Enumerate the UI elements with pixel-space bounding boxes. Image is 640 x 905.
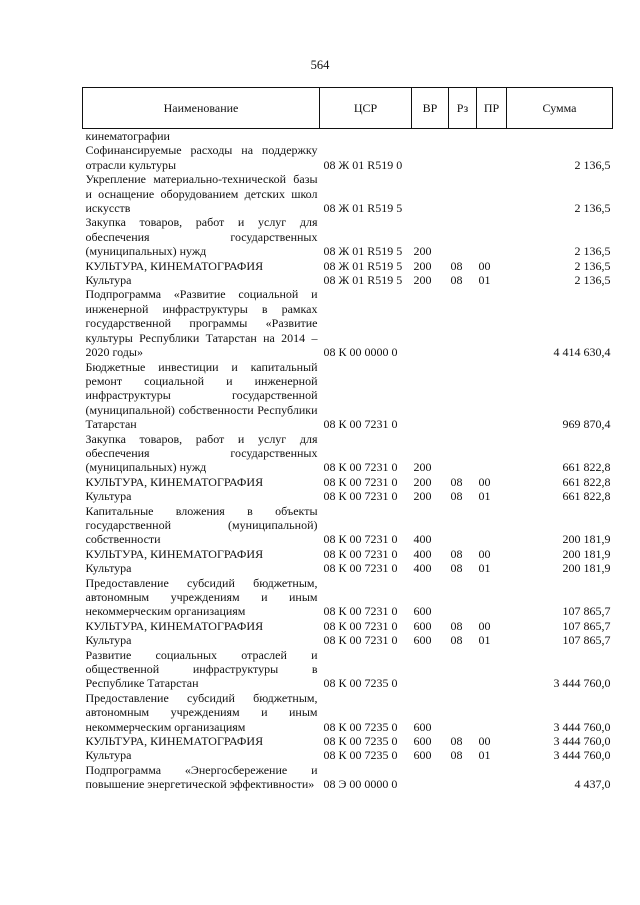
cell-vr: 200 [413,244,432,259]
cell-csr: 08 К 00 7231 0 [323,460,398,475]
budget-table [82,87,613,792]
cell-sum: 200 181,9 [562,532,611,547]
cell-pr: 00 [478,618,491,633]
cell-sum: 107 865,7 [562,604,611,619]
table-row [83,633,613,647]
cell-rz [449,763,477,792]
table-row [83,129,613,144]
cell-vr: 200 [413,474,432,489]
cell-vr [412,129,449,144]
cell-rz: 08 [450,734,463,749]
cell-rz [449,287,477,359]
cell-name: Закупка товаров, работ и услуг для обеспечения государственных (муниципальных) нужд [85,215,318,259]
cell-rz: 08 [450,474,463,489]
cell-rz [449,172,477,215]
cell-vr: 600 [413,604,432,619]
cell-name: Капитальные вложения в объекты государственной (муниципальной) собственности [85,503,318,547]
table-row [83,475,613,489]
cell-name: Культура [85,748,132,763]
table-row [83,576,613,619]
cell-name: Бюджетные инвестиции и капитальный ремонт социальной и инженерной инфраструктуры государственной (муниципальной) собственности Республики Татарстан [85,359,318,432]
table-row [83,734,613,748]
cell-csr: 08 Э 00 0000 0 [323,777,398,792]
table-row [83,547,613,561]
cell-vr: 200 [413,489,432,504]
cell-sum: 2 136,5 [574,201,611,216]
cell-name: Культура [85,273,132,288]
cell-sum: 661 822,8 [562,489,611,504]
cell-name: Культура [85,489,132,504]
cell-rz: 08 [450,546,463,561]
cell-name: КУЛЬТУРА, КИНЕМАТОГРАФИЯ [85,734,264,749]
cell-vr: 400 [413,546,432,561]
cell-csr: 08 К 00 0000 0 [323,345,398,360]
header-name: Наименование [83,88,320,129]
cell-vr [412,143,449,172]
cell-vr: 600 [413,748,432,763]
table-row [83,172,613,215]
cell-name: КУЛЬТУРА, КИНЕМАТОГРАФИЯ [85,546,264,561]
table-row [83,763,613,792]
cell-vr [412,763,449,792]
cell-pr [477,504,507,547]
cell-csr [320,129,412,144]
table-row [83,619,613,633]
cell-vr [412,172,449,215]
cell-csr: 08 К 00 7231 0 [323,489,398,504]
header-csr: ЦСР [320,88,412,129]
cell-pr: 00 [478,474,491,489]
cell-csr: 08 К 00 7235 0 [323,719,398,734]
cell-name: Предоставление субсидий бюджетным, автономным учреждениям и иным некоммерческим организациям [85,690,318,734]
cell-sum: 661 822,8 [562,460,611,475]
cell-rz: 08 [450,273,463,288]
table-row [83,143,613,172]
cell-rz: 08 [450,258,463,273]
header-pr: ПР [477,88,507,129]
cell-sum: 4 437,0 [574,777,611,792]
table-row [83,273,613,287]
table-row [83,259,613,273]
cell-sum: 200 181,9 [562,546,611,561]
cell-sum: 2 136,5 [574,244,611,259]
cell-sum: 107 865,7 [562,618,611,633]
cell-name: Софинансируемые расходы на поддержку отрасли культуры [85,143,318,172]
cell-csr: 08 К 00 7231 0 [323,604,398,619]
cell-vr: 200 [413,460,432,475]
page-number: 564 [310,58,330,72]
cell-pr [477,691,507,734]
table-row [83,648,613,691]
cell-vr: 600 [413,719,432,734]
cell-pr [477,172,507,215]
cell-csr: 08 Ж 01 R519 5 [323,273,403,288]
cell-csr: 08 К 00 7235 0 [323,676,398,691]
cell-name: Укрепление материально-технической базы и оснащение оборудованием детских школ искусств [85,172,318,216]
cell-csr: 08 К 00 7231 0 [323,633,398,648]
table-row [83,215,613,258]
cell-name: КУЛЬТУРА, КИНЕМАТОГРАФИЯ [85,474,264,489]
cell-pr [477,129,507,144]
cell-rz: 08 [450,618,463,633]
cell-sum: 3 444 760,0 [553,676,611,691]
cell-sum: 3 444 760,0 [553,719,611,734]
cell-sum: 3 444 760,0 [553,734,611,749]
cell-csr: 08 К 00 7231 0 [323,474,398,489]
cell-sum: 2 136,5 [574,258,611,273]
cell-csr: 08 К 00 7231 0 [323,618,398,633]
table-row [83,561,613,575]
header-rz: Рз [449,88,477,129]
cell-csr: 08 К 00 7235 0 [323,734,398,749]
cell-vr: 600 [413,633,432,648]
table-row [83,504,613,547]
cell-vr: 400 [413,561,432,576]
cell-rz [449,360,477,432]
header-vr: ВР [412,88,449,129]
cell-pr [477,215,507,258]
cell-csr: 08 К 00 7231 0 [323,417,398,432]
cell-pr [477,432,507,475]
header-sum: Сумма [507,88,613,129]
cell-name: кинематографии [85,129,170,143]
cell-pr [477,576,507,619]
cell-name: Предоставление субсидий бюджетным, автономным учреждениям и иным некоммерческим организациям [85,575,318,619]
cell-pr: 00 [478,258,491,273]
cell-csr: 08 К 00 7235 0 [323,748,398,763]
cell-sum: 200 181,9 [562,561,611,576]
cell-name: КУЛЬТУРА, КИНЕМАТОГРАФИЯ [85,618,264,633]
cell-csr: 08 Ж 01 R519 0 [323,157,403,172]
cell-rz [449,129,477,144]
cell-pr: 01 [478,561,491,576]
cell-csr: 08 Ж 01 R519 5 [323,201,403,216]
cell-vr [412,287,449,359]
cell-name: КУЛЬТУРА, КИНЕМАТОГРАФИЯ [85,258,264,273]
cell-name: Культура [85,633,132,648]
cell-vr: 200 [413,273,432,288]
cell-name: Подпрограмма «Развитие социальной и инженерной инфраструктуры в рамках государственной программы «Развитие культуры Республики Татарстан на 2014 – 2020 годы» [85,287,318,360]
cell-name: Подпрограмма «Энергосбережение и повышение энергетической эффективности» [85,762,318,792]
cell-rz [449,143,477,172]
cell-sum: 107 865,7 [562,633,611,648]
table-row [83,691,613,734]
table-header-row [83,88,613,129]
cell-pr [477,763,507,792]
cell-rz: 08 [450,748,463,763]
cell-csr: 08 Ж 01 R519 5 [323,244,403,259]
cell-pr: 00 [478,546,491,561]
table-row [83,360,613,432]
cell-pr: 01 [478,633,491,648]
cell-rz [449,215,477,258]
cell-pr: 01 [478,748,491,763]
cell-pr [477,648,507,691]
cell-sum: 969 870,4 [562,417,611,432]
cell-rz [449,504,477,547]
cell-sum: 4 414 630,4 [553,345,611,360]
table-row [83,748,613,762]
table-row [83,489,613,503]
cell-pr: 01 [478,273,491,288]
cell-sum: 2 136,5 [574,273,611,288]
table-row [83,287,613,359]
table-body [83,129,613,792]
cell-rz: 08 [450,561,463,576]
cell-csr: 08 Ж 01 R519 5 [323,258,403,273]
cell-rz [449,648,477,691]
cell-vr [412,648,449,691]
cell-pr [477,143,507,172]
cell-sum: 661 822,8 [562,474,611,489]
cell-vr: 600 [413,618,432,633]
cell-rz [449,432,477,475]
cell-pr: 01 [478,489,491,504]
cell-rz: 08 [450,489,463,504]
cell-name: Закупка товаров, работ и услуг для обеспечения государственных (муниципальных) нужд [85,431,318,475]
table-row [83,432,613,475]
cell-pr: 00 [478,734,491,749]
cell-rz [449,576,477,619]
cell-vr: 200 [413,258,432,273]
cell-vr: 400 [413,532,432,547]
cell-vr: 600 [413,734,432,749]
cell-csr: 08 К 00 7231 0 [323,546,398,561]
cell-pr [477,287,507,359]
cell-rz [449,691,477,734]
cell-sum: 3 444 760,0 [553,748,611,763]
cell-sum: 2 136,5 [574,157,611,172]
cell-csr: 08 К 00 7231 0 [323,561,398,576]
cell-csr: 08 К 00 7231 0 [323,532,398,547]
cell-vr [412,360,449,432]
cell-name: Развитие социальных отраслей и общественной инфраструктуры в Республике Татарстан [85,647,318,691]
cell-sum [507,129,613,144]
cell-rz: 08 [450,633,463,648]
cell-name: Культура [85,561,132,576]
cell-pr [477,360,507,432]
